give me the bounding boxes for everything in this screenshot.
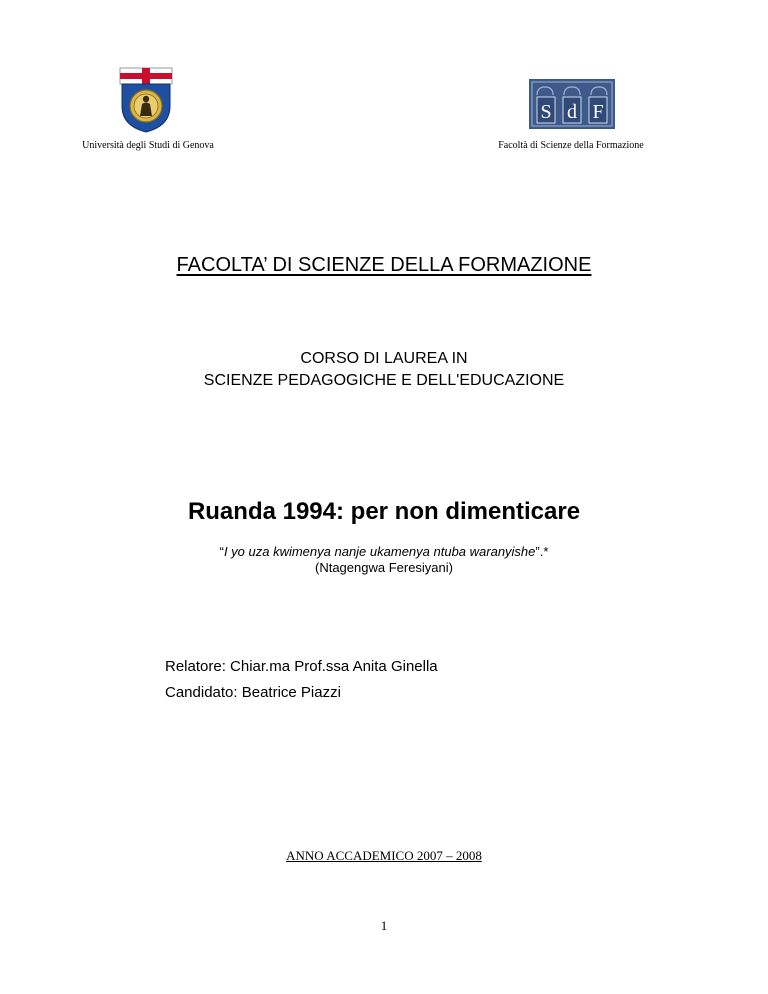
faculty-title (0, 254, 768, 277)
quote-author: (Ntagengwa Feresiyani) (314, 560, 453, 575)
course-name: SCIENZE PEDAGOGICHE E DELL'EDUCAZIONE (203, 372, 565, 389)
academic-year (0, 848, 768, 864)
candidate-line: Candidato: Beatrice Piazzi (165, 684, 341, 701)
course-label: CORSO DI LAUREA IN (300, 350, 468, 367)
page-number: 1 (380, 918, 388, 933)
svg-text:d: d (567, 101, 577, 123)
thesis-title: Ruanda 1994: per non dimenticare (187, 498, 581, 525)
epigraph-quote (0, 544, 768, 559)
faculty-caption: Facoltà di Scienze della Formazione (498, 140, 644, 151)
sdf-faculty-logo (529, 79, 615, 129)
faculty-title-text: FACOLTA’ DI SCIENZE DELLA FORMAZIONE (176, 254, 592, 276)
academic-year-text: ANNO ACCADEMICO 2007 – 2008 (286, 848, 482, 863)
quote-open-mark: “ (219, 544, 224, 559)
quote-close-mark: ”.* (535, 544, 549, 559)
university-crest-logo (118, 66, 174, 134)
svg-text:F: F (592, 101, 604, 123)
svg-text:S: S (540, 101, 552, 123)
supervisor-line: Relatore: Chiar.ma Prof.ssa Anita Ginella (165, 658, 438, 675)
university-caption: Università degli Studi di Genova (82, 140, 214, 151)
quote-text: I yo uza kwimenya nanje ukamenya ntuba waranyishe (223, 544, 536, 559)
